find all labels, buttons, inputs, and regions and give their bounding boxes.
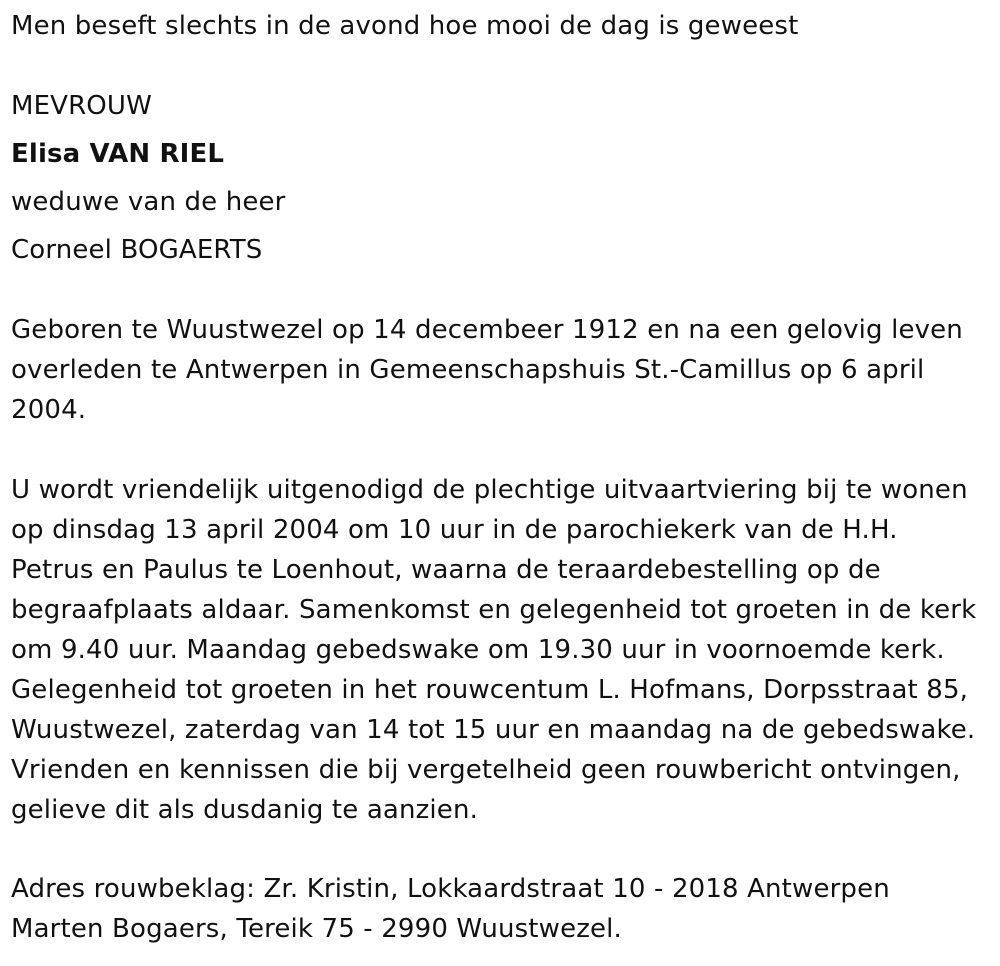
relation: weduwe van de heer [11, 187, 286, 217]
birth-death-line: Geboren te Wuustwezel op 14 decembeer 1912 en na een gelovig leven [11, 315, 963, 345]
invitation-line: Wuustwezel, zaterdag van 14 tot 15 uur en maandag na de gebedswake. [11, 715, 976, 745]
title: MEVROUW [11, 91, 152, 121]
invitation-line: op dinsdag 13 april 2004 om 10 uur in de parochiekerk van de H.H. [11, 515, 898, 545]
invitation-line: om 9.40 uur. Maandag gebedswake om 19.30 uur in voornoemde kerk. [11, 635, 945, 665]
spouse-name: Corneel BOGAERTS [11, 235, 263, 265]
motto: Men beseft slechts in de avond hoe mooi de dag is geweest [11, 11, 799, 41]
invitation-line: begraafplaats aldaar. Samenkomst en gelegenheid tot groeten in de kerk [11, 595, 977, 625]
address-line: Adres rouwbeklag: Zr. Kristin, Lokkaardstraat 10 - 2018 Antwerpen [11, 874, 890, 904]
invitation-line: gelieve dit als dusdanig te aanzien. [11, 795, 478, 825]
address-line: Marten Bogaers, Tereik 75 - 2990 Wuustwezel. [11, 914, 622, 944]
invitation-line: U wordt vriendelijk uitgenodigd de plechtige uitvaartviering bij te wonen [11, 475, 968, 505]
birth-death-line: 2004. [11, 395, 87, 425]
invitation-line: Gelegenheid tot groeten in het rouwcentum L. Hofmans, Dorpsstraat 85, [11, 675, 969, 705]
deceased-name: Elisa VAN RIEL [11, 139, 225, 169]
invitation-line: Vrienden en kennissen die bij vergetelheid geen rouwbericht ontvingen, [11, 755, 961, 785]
invitation-line: Petrus en Paulus te Loenhout, waarna de teraardebestelling op de [11, 555, 881, 585]
birth-death-line: overleden te Antwerpen in Gemeenschapshuis St.-Camillus op 6 april [11, 355, 925, 385]
